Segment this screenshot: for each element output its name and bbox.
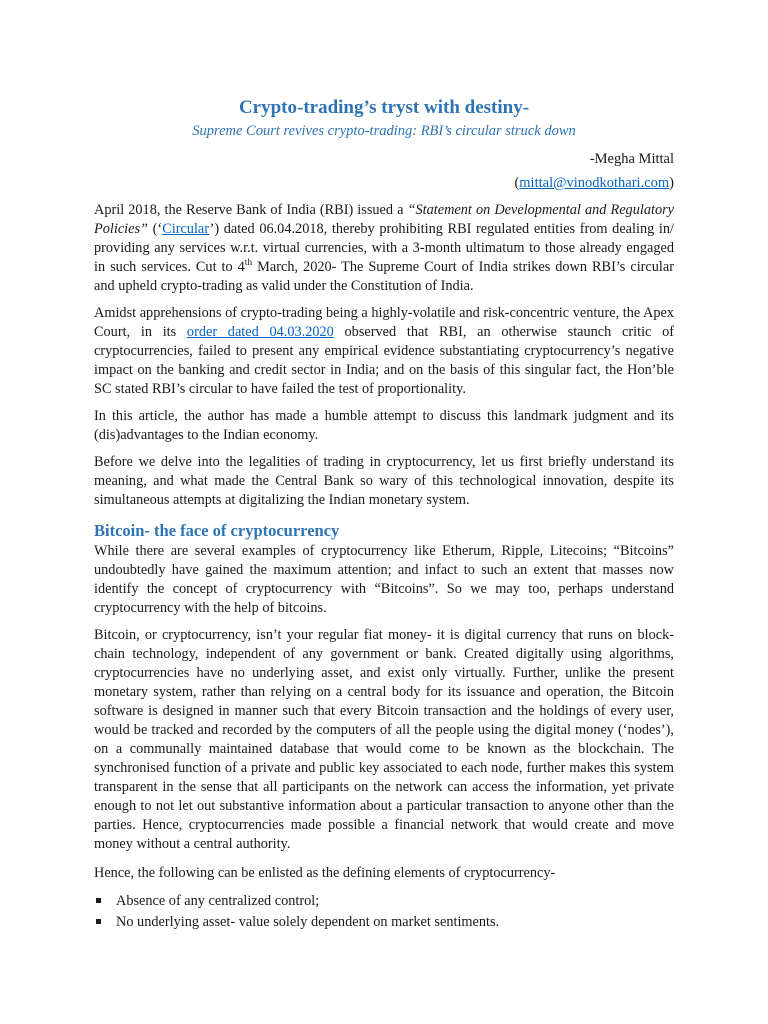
author-email-link[interactable]: mittal@vinodkothari.com: [519, 175, 670, 191]
email-close-paren: ): [669, 175, 674, 191]
statement-title-quote: “Statement on Developmental and Regulatory Policies”: [94, 202, 674, 237]
document-subtitle: Supreme Court revives crypto-trading: RBI’s circular struck down: [192, 123, 576, 139]
defining-elements-list: [94, 891, 674, 932]
list-item-text: Absence of any centralized control;: [116, 893, 320, 909]
order-link[interactable]: order dated 04.03.2020: [186, 324, 334, 340]
paragraph-text: ’) dated 06.04.2018, thereby prohibiting RBI regulated entities from dealing in/ providing any services w.r.t. virtual currencies, with a 3-month ultimatum to those already engaged in such services. Cut to 4: [94, 221, 674, 275]
paragraph-defining-elements: Hence, the following can be enlisted as the defining elements of cryptocurrency-: [94, 865, 556, 881]
paragraph-before-delve: Before we delve into the legalities of trading in cryptocurrency, let us first briefly understand its meaning, and what made the Central Bank so wary of this technological innovation, despite its simultaneous attempts at digitalizing the Indian monetary system.: [94, 454, 674, 508]
circular-link[interactable]: Circular: [162, 221, 210, 237]
ordinal-superscript: th: [244, 258, 253, 269]
list-item: [94, 912, 674, 932]
paragraph-text: Amidst apprehensions of crypto-trading being a highly-volatile and risk-concentric venture, the Apex Court, in its: [94, 305, 674, 340]
square-bullet-icon: [96, 898, 101, 903]
paragraph-text: (‘: [148, 221, 163, 237]
paragraph-bitcoin-examples: While there are several examples of cryptocurrency like Etherum, Ripple, Litecoins; “Bitcoins” undoubtedly have gained the maximum attention; and infact to such an extent that masses now identify the concept of cryptocurrency with “Bitcoins”. So we may too, perhaps understand cryptocurrency with the help of bitcoins.: [94, 543, 674, 616]
list-item: [94, 891, 674, 911]
paragraph-text: March, 2020- The Supreme Court of India strikes down RBI’s circular and upheld crypto-trading as valid under the Constitution of India.: [94, 259, 674, 294]
author-name: -Megha Mittal: [589, 151, 674, 167]
email-open-paren: (: [514, 175, 520, 191]
author-email-line: [94, 173, 674, 193]
paragraph-bitcoin-definition: Bitcoin, or cryptocurrency, isn’t your regular fiat money- it is digital currency that runs on block-chain technology, independent of any government or bank. Created digitally using algorithms, cryptocurrencies have no underlying asset, and exist only virtually. Further, unlike the present monetary system, rather than relying on a central body for its issuance and operation, the Bitcoin software is designed in manner such that every Bitcoin transaction and the holdings of every user, would be tracked and recorded by the computers of all the people using the digital money (‘nodes’), on a communally maintained database that would come to be known as the blockchain. The synchronised function of a private and public key associated to each node, further makes this system transparent in the sense that all participants on the network can access the information, yet private enough to not let out substantive information about a particular transaction to anyone other than the parties. Hence, cryptocurrencies made possible a financial network that would create and move money without a central authority.: [94, 627, 674, 852]
paragraph-article-intro: In this article, the author has made a humble attempt to discuss this landmark judgment and its (dis)advantages to the Indian economy.: [94, 408, 674, 443]
paragraph-apex-court: [94, 304, 674, 399]
paragraph-intro: [94, 201, 674, 296]
document-title: Crypto-trading’s tryst with destiny-: [238, 97, 530, 118]
paragraph-text: April 2018, the Reserve Bank of India (RBI) issued a: [94, 202, 408, 218]
paragraph-text: observed that RBI, an otherwise staunch critic of cryptocurrencies, failed to present any empirical evidence substantiating cryptocurrency’s negative impact on the banking and credit sector in India; and on the basis of this singular fact, the Hon’ble SC stated RBI’s circular to have failed the test of proportionality.: [94, 324, 675, 397]
list-item-text: No underlying asset- value solely dependent on market sentiments.: [116, 914, 500, 930]
section-heading-bitcoin: Bitcoin- the face of cryptocurrency: [94, 521, 340, 540]
square-bullet-icon: [96, 919, 101, 924]
